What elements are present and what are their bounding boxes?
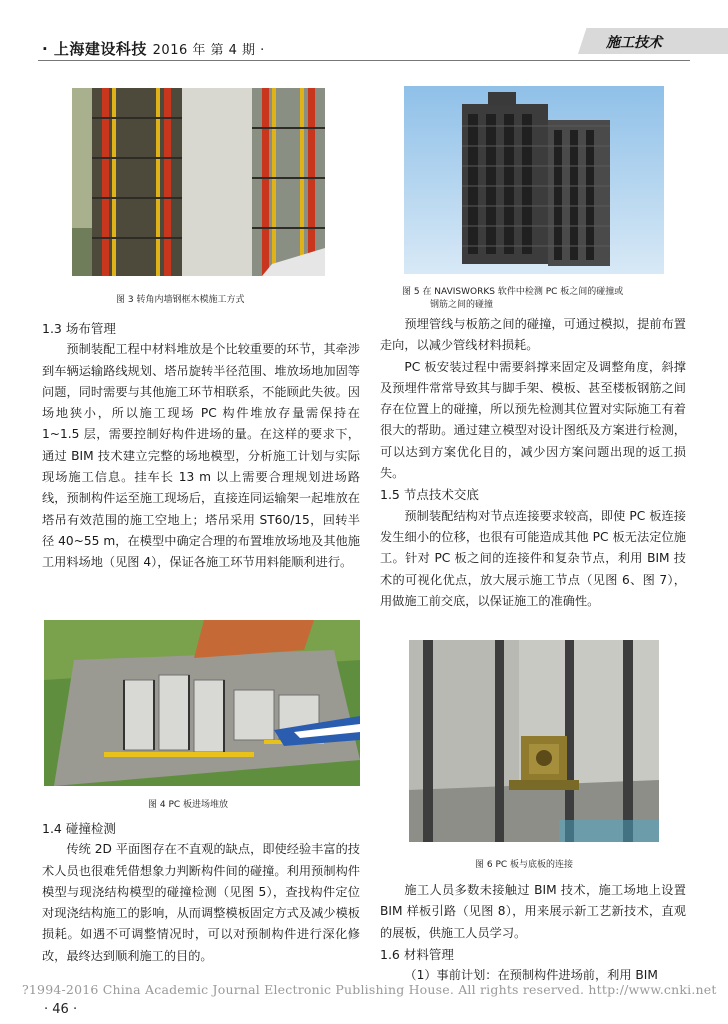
header-divider <box>38 60 690 61</box>
section-1-4-paragraph: 传统 2D 平面图存在不直观的缺点，即使经验丰富的技术人员也很难凭借想象力判断构件间的碰撞。利用预制构件模型与现浇结构模型的碰撞检测（见图 5），查找构件定位对现浇结构施工的影响，从而调整模板固定方式及减少模板损耗。如遇不可调整情况时，可以对预制构件进行深化修改，最终达到顺利施工的目的。 <box>42 842 360 963</box>
section-1-3-paragraph: 预制装配工程中材料堆放是个比较重要的环节，其牵涉到车辆运输路线规划、塔吊旋转半径范围、堆放场地加固等问题，同时需要与其他施工环节相联系，不能顾此失彼。因场地狭小，所以施工现场 PC 构件堆放存量需保持在 1~1.5 层，需要控制好构件进场的量。在这样的要求下，通过 BIM 技术建立完整的场地模型，分析施工计划与实际现场施工信息。挂车长 13 m 以上需要合理规划进场路线，预制构件运至施工现场后，直接连同运输架一起堆放在塔吊有效范围的施工空地上；塔吊采用 ST60/15，回转半径 40~55 m，在模型中确定合理的布置堆放场地及其他施工用料场地（见图 4），保证各施工环节用料能顺利进行。 <box>42 342 360 570</box>
section-1-5-title: 1.5 节点技术交底 <box>380 487 479 503</box>
paragraph-pc-installation: PC 板安装过程中需要斜撑来固定及调整角度，斜撑及预埋件常常导致其与脚手架、模板、甚至楼板钢筋之间存在位置上的碰撞，所以预先检测其位置对实际施工有着很大的帮助。通过建立模型对设计图纸及方案进行检测，可以达到方案优化目的，减少因方案问题出现的返工损失。 <box>380 359 686 481</box>
issue-label: 2016 年 第 4 期 · <box>152 43 265 58</box>
figure-5-image <box>404 86 664 274</box>
figure-3-illustration <box>72 88 325 276</box>
section-1-3-title: 1.3 场布管理 <box>42 321 116 336</box>
figure-6-illustration <box>409 640 659 842</box>
paragraph-pipeline-collision: 预埋管线与板筋之间的碰撞，可通过模拟，提前布置走向，以减少管线材料损耗。 <box>380 317 686 353</box>
section-tab-label: 施工技术 <box>606 35 662 51</box>
figure-6-image <box>409 640 659 842</box>
figure-3-caption: 图 3 转角内墙钢框木模施工方式 <box>116 295 245 305</box>
figure-4-image <box>44 620 360 786</box>
figure-5-caption-line1: 图 5 在 NAVISWORKS 软件中检测 PC 板之间的碰撞或 <box>402 287 624 297</box>
left-column-upper <box>42 318 360 574</box>
right-column-lower <box>380 880 686 986</box>
figure-6-caption: 图 6 PC 板与底板的连接 <box>475 860 574 870</box>
left-column-lower <box>42 818 360 967</box>
journal-name: · 上海建设科技 <box>42 40 147 58</box>
figure-4-illustration <box>44 620 360 786</box>
figure-5-illustration <box>404 86 664 274</box>
section-1-6-paragraph: （1）事前计划：在预制构件进场前，利用 BIM <box>404 968 658 983</box>
figure-4-caption: 图 4 PC 板进场堆放 <box>148 800 229 810</box>
page-number: · 46 · <box>44 1002 78 1017</box>
figure-5-caption-line2: 钢筋之间的碰撞 <box>430 300 494 310</box>
right-column-upper <box>380 314 686 612</box>
paragraph-bim-sample: 施工人员多数未接触过 BIM 技术，施工场地上设置 BIM 样板引路（见图 8），用来展示新工艺新技术，直观的展板，供施工人员学习。 <box>380 883 686 940</box>
section-1-5-paragraph: 预制装配结构对节点连接要求较高，即使 PC 板连接发生细小的位移，也很有可能造成其他 PC 板无法定位施工。针对 PC 板之间的连接件和复杂节点，利用 BIM 技术的可视化优点，放大展示施工节点（见图 6、图 7），用做施工前交底，以保证施工的准确性。 <box>380 508 686 608</box>
figure-3-image <box>72 88 325 276</box>
section-1-6-title: 1.6 材料管理 <box>380 946 454 962</box>
copyright-footer: ?1994-2016 China Academic Journal Electronic Publishing House. All rights reserved. http://www.cnki.net <box>22 982 717 997</box>
section-1-4-title: 1.4 碰撞检测 <box>42 821 116 836</box>
journal-header <box>42 38 265 59</box>
